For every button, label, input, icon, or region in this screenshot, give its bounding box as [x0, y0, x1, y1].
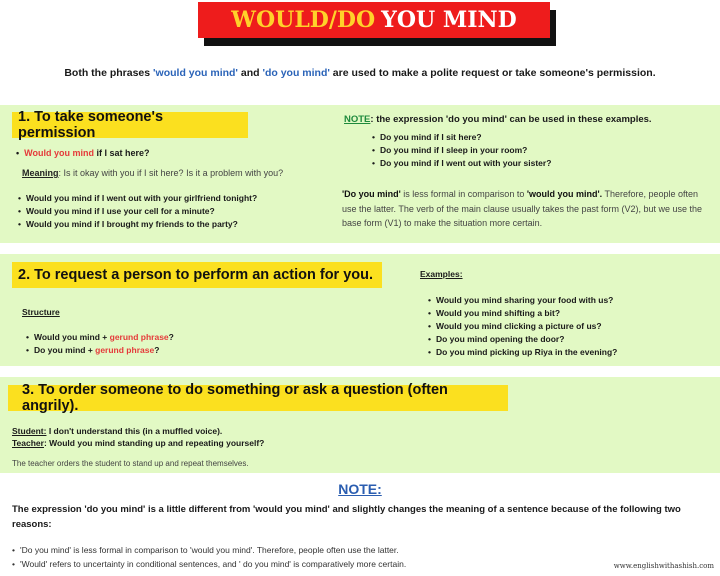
list-item: • 'Do you mind' is less formal in comparison to 'would you mind'. Therefore, people often use the latter. — [12, 543, 406, 557]
section-1-examples — [18, 192, 257, 231]
note-label: NOTE — [344, 114, 371, 125]
example-rest: if I sat here? — [93, 148, 150, 158]
section-1-note-examples — [372, 131, 551, 170]
teacher-label: Teacher — [12, 438, 44, 448]
examples-label: Examples: — [420, 269, 463, 279]
list-item: • Would you mind if I went out with your girlfriend tonight? — [18, 192, 257, 205]
structure-lead: Do you mind + — [33, 345, 96, 355]
intro-t2: and — [237, 67, 263, 79]
list-item — [26, 344, 174, 357]
list-item: • Would you mind sharing your food with us? — [428, 294, 617, 307]
structure-list — [26, 331, 174, 357]
list-item: • Would you mind if I use your cell for a minute? — [18, 205, 257, 218]
section-2-heading: 2. To request a person to perform an action for you. — [12, 262, 382, 288]
list-item: • Would you mind shifting a bit? — [428, 307, 617, 320]
structure-end: ? — [154, 345, 160, 355]
note-title: NOTE: — [338, 481, 382, 497]
note-body: The expression 'do you mind' is a little different from 'would you mind' and slightly changes the meaning of a sentence because of the following two reasons: — [12, 504, 681, 530]
para-bold-2: 'would you mind'. — [526, 189, 603, 199]
section-2-examples — [428, 294, 617, 359]
section-2-panel — [0, 254, 720, 366]
list-item — [26, 331, 174, 344]
structure-end: ? — [168, 332, 174, 342]
structure-label: Structure — [22, 307, 60, 317]
section-1-heading: 1. To take someone's permission — [12, 112, 248, 138]
intro-text — [0, 67, 720, 79]
meaning-line — [22, 167, 283, 180]
section-1-paragraph — [342, 187, 712, 231]
intro-phrase-2: 'do you mind' — [262, 67, 330, 79]
teacher-text: : Would you mind standing up and repeating yourself? — [43, 438, 265, 448]
section-1-main-example — [16, 147, 150, 160]
list-item: • Do you mind if I sleep in your room? — [372, 144, 551, 157]
intro-phrase-1: 'would you mind' — [153, 67, 238, 79]
note-text: : the expression 'do you mind' can be used in these examples. — [370, 114, 652, 125]
list-item: • Do you mind picking up Riya in the evening? — [428, 346, 617, 359]
student-text: I don't understand this (in a muffled voice). — [46, 426, 223, 436]
list-item: • Do you mind opening the door? — [428, 333, 617, 346]
list-item: • Would you mind if I brought my friends to the party? — [18, 218, 257, 231]
list-item: • 'Would' refers to uncertainty in conditional sentences, and ' do you mind' is comparatively more certain. — [12, 557, 406, 571]
student-label: Student: — [12, 426, 47, 436]
para-bold-1: 'Do you mind' — [342, 189, 401, 199]
meaning-text: : Is it okay with you if I sit here? Is it a problem with you? — [58, 168, 284, 178]
list-item: • Would you mind clicking a picture of us? — [428, 320, 617, 333]
teacher-line — [12, 437, 264, 450]
structure-lead: Would you mind + — [33, 332, 110, 342]
para-text-2: Therefore, people often use the latter. The verb of the main clause usually takes the past form (V2), but we use the base form (V1) to make the situation more certain. — [342, 189, 703, 228]
title-part-2: YOU MIND — [381, 7, 517, 33]
intro-t1: Both the phrases — [64, 67, 154, 79]
section-1-panel — [0, 105, 720, 243]
example-red: Would you mind — [24, 148, 94, 158]
list-item: • Do you mind if I went out with your sister? — [372, 157, 551, 170]
intro-t3: are used to make a polite request or take someone's permission. — [329, 67, 656, 79]
structure-red: gerund phrase — [95, 345, 155, 355]
title-part-1: WOULD/DO — [231, 7, 376, 33]
section-1-note — [344, 113, 652, 126]
section-3-explanation: The teacher orders the student to stand up and repeat themselves. — [12, 459, 249, 468]
note-points — [12, 543, 406, 571]
website-credit: www.englishwithashish.com — [613, 562, 714, 570]
structure-red: gerund phrase — [109, 332, 169, 342]
meaning-label: Meaning — [22, 168, 59, 178]
title-banner — [198, 2, 556, 42]
para-text-1: is less formal in comparison to — [400, 189, 527, 199]
section-3-panel — [0, 377, 720, 473]
list-item: • Do you mind if I sit here? — [372, 131, 551, 144]
section-3-heading: 3. To order someone to do something or ask a question (often angrily). — [8, 385, 508, 411]
title-box — [198, 2, 550, 38]
